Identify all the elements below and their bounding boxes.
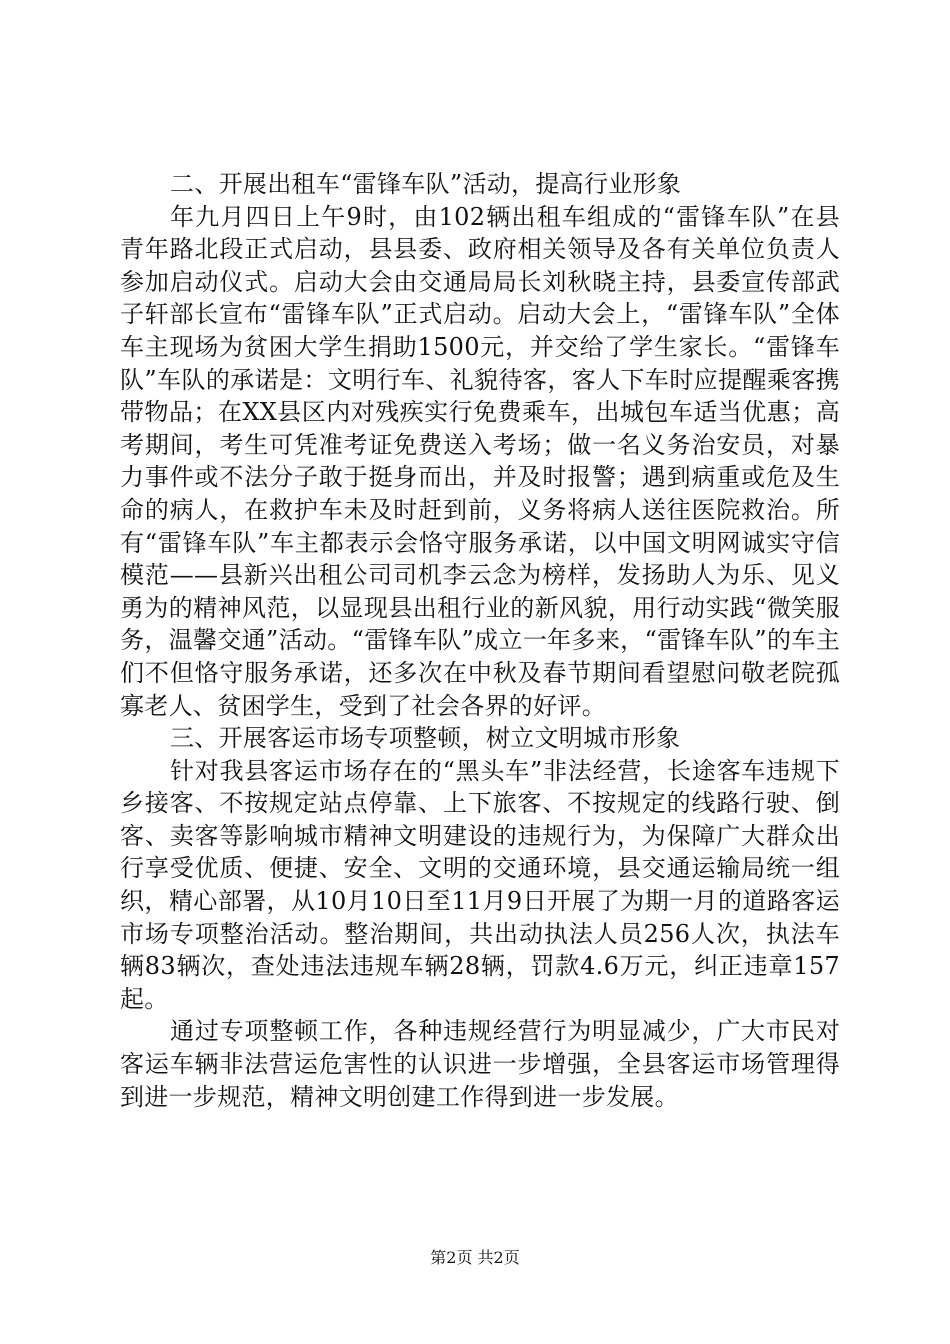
paragraph-rectification-results: 通过专项整顿工作，各种违规经营行为明显减少，广大市民对客运车辆非法营运危害性的认识进一步增强，全县客运市场管理得到进一步规范，精神文明创建工作得到进一步发展。 (120, 1017, 840, 1111)
paragraph-leifeng-fleet: 年九月四日上午9时，由102辆出租车组成的“雷锋车队”在县青年路北段正式启动，县县委、政府相关领导及各有关单位负责人参加启动仪式。启动大会由交通局局长刘秋晓主持，县委宣传部武子轩部长宣布“雷锋车队”正式启动。启动大会上，“雷锋车队”全体车主现场为贫困大学生捐助1500元，并交给了学生家长。“雷锋车队”车队的承诺是：文明行车、礼貌待客，客人下车时应提醒乘客携带物品；在XX县区内对残疾实行免费乘车，出城包车适当优惠；高考期间，考生可凭准考证免费送入考场；做一名义务治安员，对暴力事件或不法分子敢于挺身而出，并及时报警；遇到病重或危及生命的病人，在救护车未及时赶到前，义务将病人送往医院救治。所有“雷锋车队”车主都表示会恪守服务承诺，以中国文明网诚实守信模范——县新兴出租公司司机李云念为榜样，发扬助人为乐、见义勇为的精神风范，以显现县出租行业的新风貌，用行动实践“微笑服务，温馨交通”活动。“雷锋车队”成立一年多来，“雷锋车队”的车主们不但恪守服务承诺，还多次在中秋及春节期间看望慰问敬老院孤寡老人、贫困学生，受到了社会各界的好评。 (120, 202, 840, 720)
document-body (120, 168, 840, 1113)
section-heading-3: 三、开展客运市场专项整顿，树立文明城市形象 (170, 724, 681, 753)
page-number-footer: 第2页 共2页 (430, 1248, 520, 1267)
paragraph-passenger-market-rectification: 针对我县客运市场存在的“黑头车”非法经营，长途客车违规下乡接客、不按规定站点停靠、上下旅客、不按规定的线路行驶、倒客、卖客等影响城市精神文明建设的违规行为，为保障广大群众出行享受优质、便捷、安全、文明的交通环境，县交通运输局统一组织，精心部署，从10月10日至11月9日开展了为期一月的道路客运市场专项整治活动。整治期间，共出动执法人员256人次，执法车辆83辆次，查处违法违规车辆28辆，罚款4.6万元，纠正违章157起。 (120, 756, 840, 1013)
section-heading-2: 二、开展出租车“雷锋车队”活动，提高行业形象 (170, 170, 682, 198)
